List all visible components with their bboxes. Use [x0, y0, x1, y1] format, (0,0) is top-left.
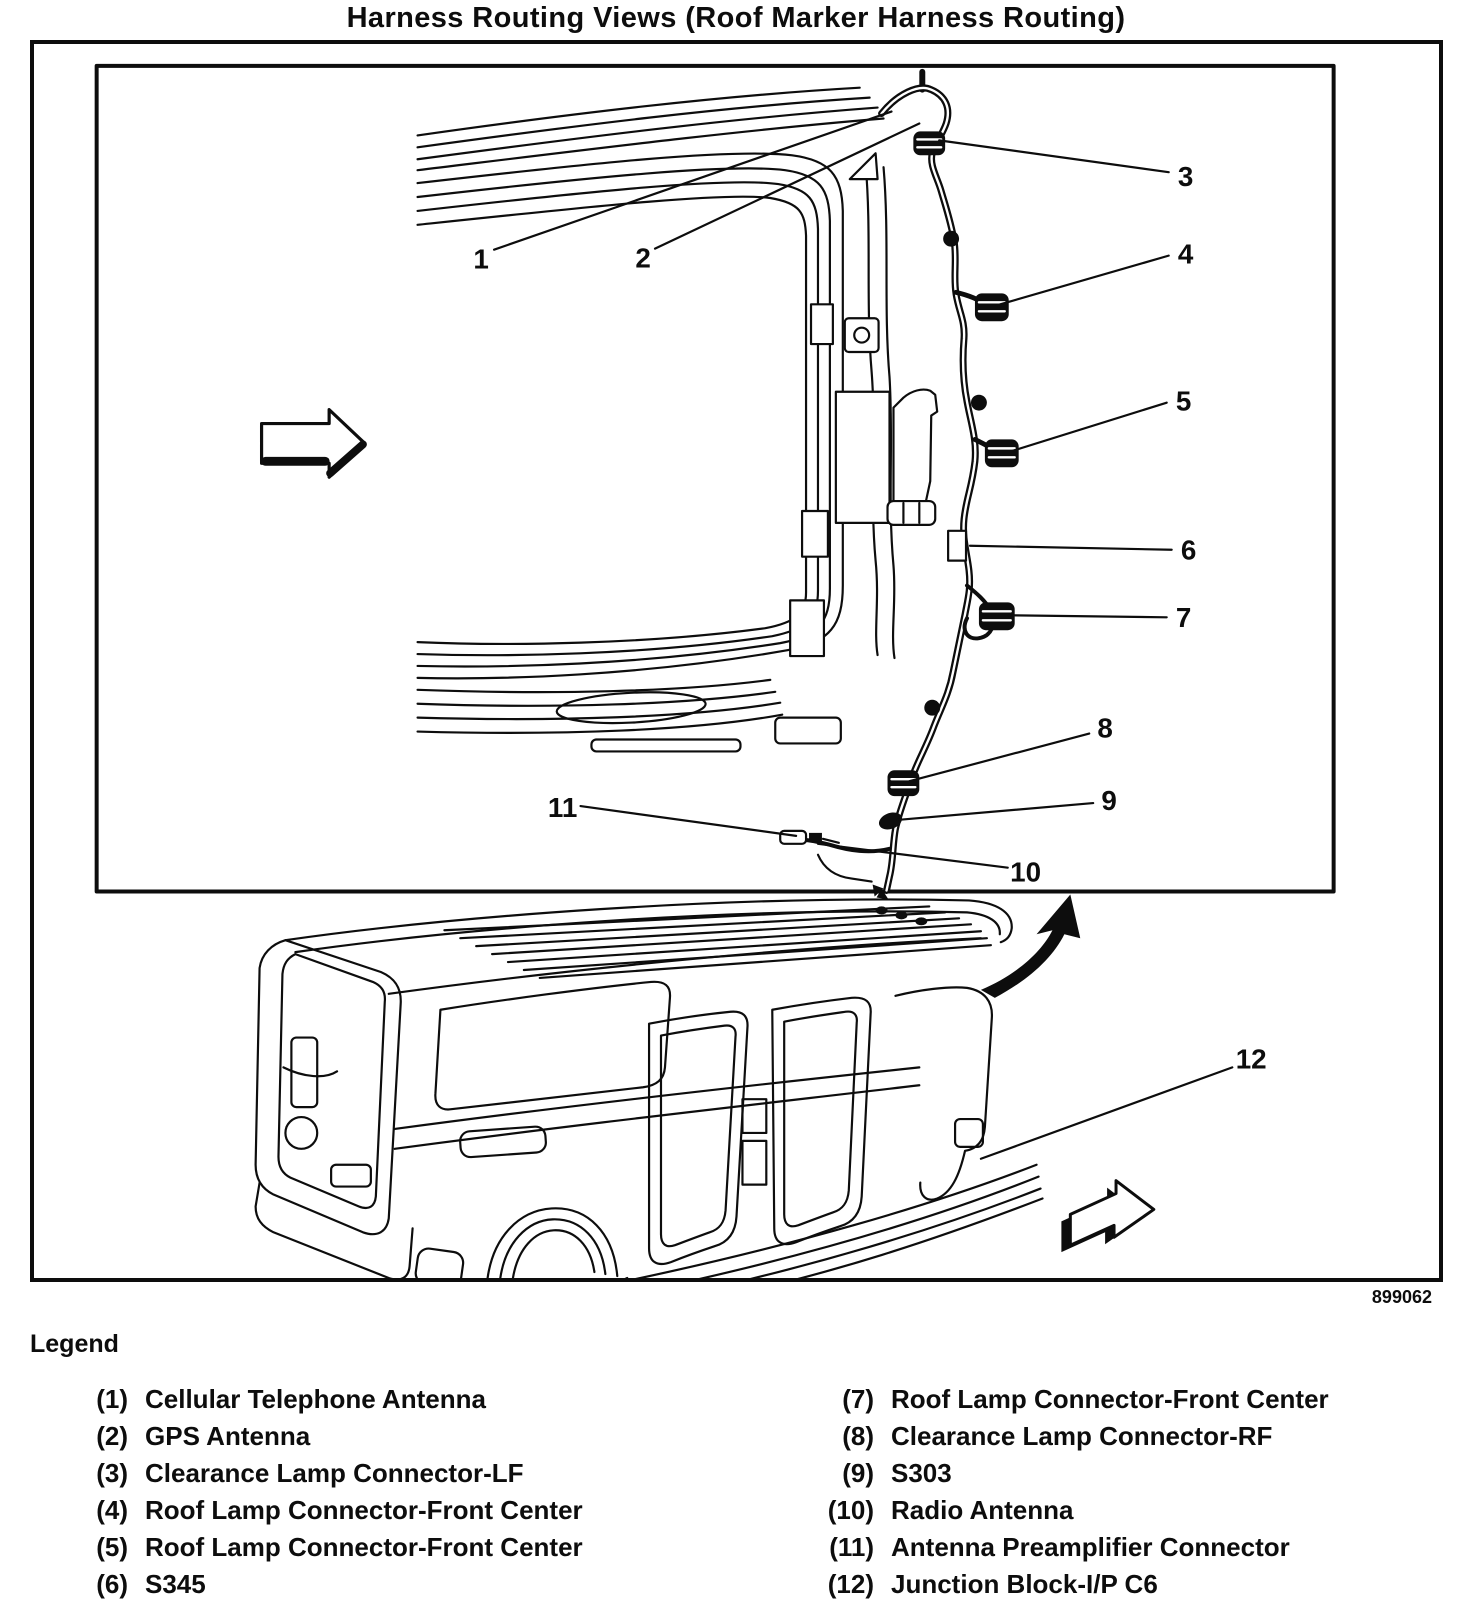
callout-12: 12 — [1235, 1043, 1267, 1075]
center-panel — [836, 392, 890, 523]
legend-item — [794, 1384, 1454, 1421]
legend-item — [58, 1458, 718, 1495]
figure-frame — [30, 40, 1443, 1282]
page-title: Harness Routing Views (Roof Marker Harness Routing) — [346, 2, 1126, 34]
roof-lamp-connector-5 — [985, 439, 1019, 467]
side-door-opening — [649, 1012, 747, 1264]
figure-number: 899062 — [1371, 1287, 1432, 1307]
legend-item-number: (11) — [829, 1532, 874, 1562]
callout-7: 7 — [1175, 602, 1192, 634]
roof-callout-leaders — [494, 112, 1172, 868]
legend-item — [794, 1458, 1454, 1495]
roof-lamp-connector-4 — [975, 293, 1009, 321]
legend-item-label: GPS Antenna — [145, 1421, 311, 1451]
legend-item-number: (2) — [96, 1421, 128, 1451]
legend-item-label: Roof Lamp Connector-Front Center — [145, 1495, 583, 1525]
callout-10: 10 — [1010, 856, 1042, 888]
legend-item-number: (4) — [96, 1495, 128, 1525]
callout-3: 3 — [1177, 161, 1194, 193]
antenna-parts — [780, 831, 883, 897]
van-body-drawing — [256, 894, 1267, 1278]
forward-direction-arrow-icon — [262, 410, 365, 478]
legend-item-number: (9) — [842, 1458, 874, 1488]
callout-5: 5 — [1175, 385, 1192, 417]
dome-lamp-opening — [556, 689, 706, 727]
legend-item-label: Junction Block-I/P C6 — [891, 1569, 1158, 1599]
legend-item-label: Cellular Telephone Antenna — [145, 1384, 486, 1414]
legend-column-right — [794, 1384, 1454, 1606]
callout-11: 11 — [547, 791, 578, 823]
harness-routing-diagram — [34, 44, 1439, 1278]
callout-1: 1 — [473, 243, 489, 275]
callout-8: 8 — [1097, 712, 1113, 744]
roof-bracket-clip — [845, 318, 879, 352]
forward-block-arrow-icon — [1061, 1181, 1153, 1253]
legend-item — [794, 1569, 1454, 1606]
callout-4: 4 — [1177, 238, 1194, 270]
clearance-lamp-connector-rf — [888, 770, 920, 796]
callout-12-leader — [981, 1067, 1232, 1158]
legend-item-label: Radio Antenna — [891, 1495, 1074, 1525]
legend-item-number: (6) — [96, 1569, 128, 1599]
callout-9: 9 — [1101, 785, 1117, 817]
legend-item — [58, 1495, 718, 1532]
legend-item-number: (7) — [842, 1384, 874, 1414]
legend-item-label: Roof Lamp Connector-Front Center — [145, 1532, 583, 1562]
rotate-up-arrow-icon — [981, 894, 1080, 997]
legend-item — [58, 1532, 718, 1569]
legend-item — [794, 1532, 1454, 1569]
legend-item-label: Clearance Lamp Connector-RF — [891, 1421, 1273, 1451]
quarter-window-opening — [435, 982, 670, 1110]
legend-item — [58, 1569, 718, 1606]
legend-item-label: Clearance Lamp Connector-LF — [145, 1458, 524, 1488]
legend-item-label: Roof Lamp Connector-Front Center — [891, 1384, 1329, 1414]
roof-view-drawing — [97, 66, 1334, 900]
roof-view-border — [97, 66, 1334, 892]
legend-item-number: (3) — [96, 1458, 128, 1488]
legend-item — [794, 1421, 1454, 1458]
legend-item-label: S303 — [891, 1458, 952, 1488]
legend-heading: Legend — [30, 1330, 119, 1358]
legend-item-number: (5) — [96, 1532, 128, 1562]
legend-item — [58, 1421, 718, 1458]
splice-s345-clip — [948, 531, 966, 561]
callout-2: 2 — [635, 242, 651, 274]
legend-item-number: (1) — [96, 1384, 128, 1414]
legend-item-label: Antenna Preamplifier Connector — [891, 1532, 1290, 1562]
legend-item-number: (8) — [842, 1421, 874, 1451]
legend-item — [794, 1495, 1454, 1532]
legend-column-left — [58, 1384, 718, 1606]
legend-item-number: (12) — [827, 1569, 874, 1599]
legend-item — [58, 1384, 718, 1421]
clearance-lamp-connector-lf — [913, 131, 945, 155]
legend-item-label: S345 — [145, 1569, 206, 1599]
callout-6: 6 — [1180, 534, 1197, 566]
legend-item-number: (10) — [827, 1495, 874, 1525]
